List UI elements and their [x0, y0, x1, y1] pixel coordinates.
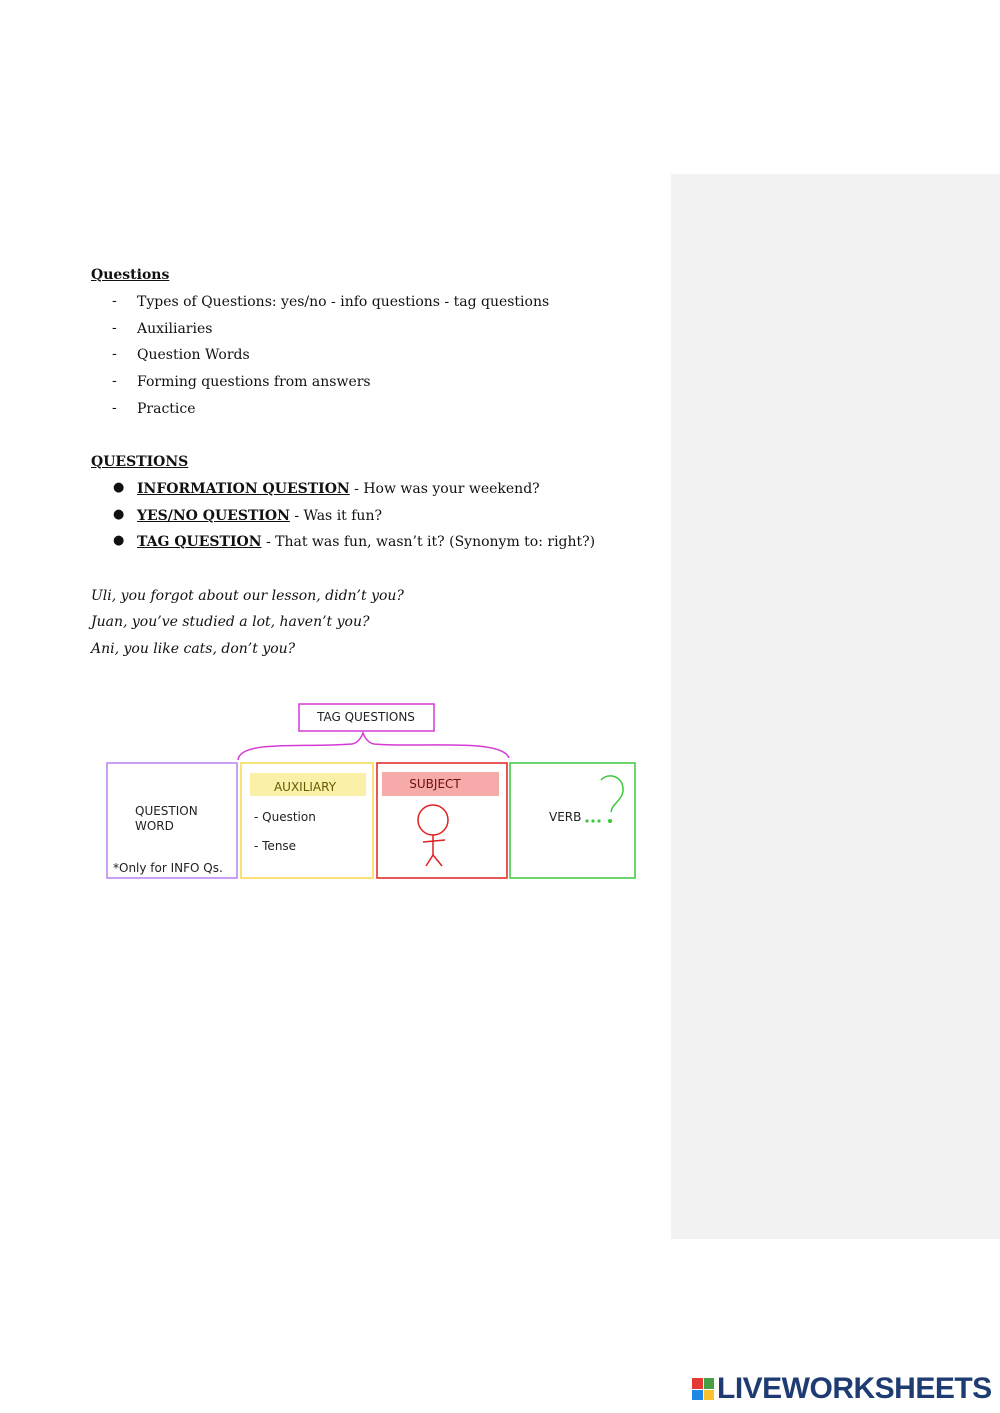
- list-item: Forming questions from answers: [137, 374, 371, 390]
- tag-label-text: TAG QUESTIONS: [317, 710, 415, 724]
- auxiliary-label: AUXILIARY: [273, 780, 337, 794]
- example-sentence: Juan, you’ve studied a lot, haven’t you?: [91, 614, 370, 630]
- definition: - That was fun, wasn’t it? (Synonym to: right?): [261, 534, 596, 550]
- definition: - How was your weekend?: [349, 481, 540, 497]
- verb-label: VERB: [549, 810, 582, 824]
- bullet-icon: ●: [113, 507, 125, 522]
- example-sentence: Ani, you like cats, don’t you?: [91, 641, 296, 657]
- stick-figure-icon: [418, 805, 448, 866]
- list-item: Question Words: [137, 347, 250, 363]
- question-mark-icon: [601, 776, 623, 822]
- dash-marker: -: [112, 346, 117, 362]
- term: INFORMATION QUESTION: [137, 481, 350, 497]
- bullet-icon: ●: [113, 533, 125, 548]
- list-item: Types of Questions: yes/no - info questions - tag questions: [137, 294, 550, 310]
- auxiliary-item: - Tense: [254, 839, 297, 853]
- ellipsis-icon: [585, 819, 600, 822]
- term: TAG QUESTION: [137, 534, 262, 550]
- bullet-icon: ●: [113, 480, 125, 495]
- liveworksheets-logo: [692, 1372, 992, 1406]
- brace-shape: [238, 733, 509, 760]
- logo-grid-icon: [692, 1378, 714, 1400]
- dash-marker: -: [112, 373, 117, 389]
- dash-marker: -: [112, 320, 117, 336]
- question-word-label: WORD: [135, 819, 174, 833]
- question-word-note: *Only for INFO Qs.: [113, 861, 223, 875]
- logo-brand-text: LIVEWORKSHEETS: [717, 1372, 992, 1405]
- example-sentence: Uli, you forgot about our lesson, didn’t you?: [91, 588, 404, 604]
- term: YES/NO QUESTION: [137, 508, 290, 524]
- subject-label: SUBJECT: [409, 777, 461, 791]
- section-heading-question-types: QUESTIONS: [91, 454, 189, 470]
- dash-marker: -: [112, 293, 117, 309]
- list-item: Practice: [137, 401, 196, 417]
- question-word-label: QUESTION: [135, 804, 198, 818]
- section-heading-questions: Questions: [91, 267, 170, 283]
- definition: - Was it fun?: [289, 508, 382, 524]
- dash-marker: -: [112, 400, 117, 416]
- auxiliary-item: - Question: [254, 810, 316, 824]
- list-item: Auxiliaries: [137, 321, 213, 337]
